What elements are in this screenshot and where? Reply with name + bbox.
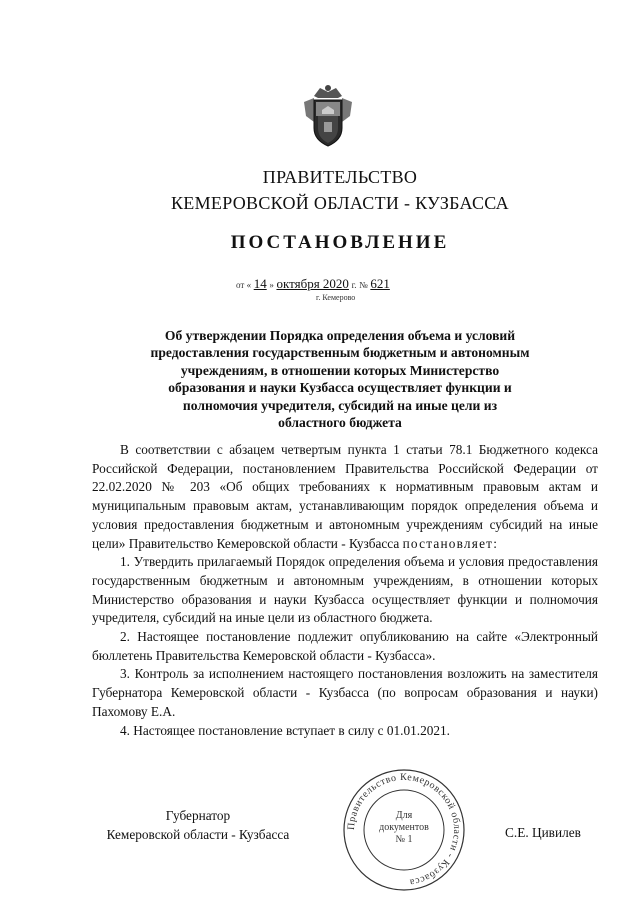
official-stamp — [340, 766, 468, 894]
date-number-line — [236, 276, 390, 292]
city-label: г. Кемерово — [316, 293, 356, 302]
item-4: 4. Настоящее постановление вступает в силу с 01.01.2021. — [120, 722, 451, 738]
government-name-line1: ПРАВИТЕЛЬСТВО — [262, 167, 418, 187]
item-1: 1. Утвердить прилагаемый Порядок определения объема и условия предоставления государственным бюджетным и автономным учреждениям, в отношении которых Министерство образования и науки Кузбасса осуществляет функции и полномочия учредителя, субсидий на иные цели из областного бюджета. — [92, 554, 598, 626]
date-month-year: октября 2020 — [276, 276, 349, 291]
document-title: Об утверждении Порядка определения объема и условий предоставления государственным бюджетным и автономным учреждениям, в отношении которых Министерство образования и науки Кузбасса осуществляет функции и полномочия учредителя, субсидий на иные цели из областного бюджета — [150, 328, 530, 431]
government-name-line2: КЕМЕРОВСКОЙ ОБЛАСТИ - КУЗБАССА — [171, 193, 509, 213]
item-3: 3. Контроль за исполнением настоящего постановления возложить на заместителя Губернатора Кемеровской области - Кузбасса (по вопросам образования и науки) Пахомову Е.А. — [92, 666, 598, 719]
date-quote-close: » — [269, 280, 274, 290]
stamp-center-line2: документов — [379, 822, 429, 833]
coat-of-arms-icon — [300, 82, 356, 150]
intro-verb: постановляет: — [402, 535, 499, 551]
item-2: 2. Настоящее постановление подлежит опубликованию на сайте «Электронный бюллетень Правительства Кемеровской области - Кузбасса». — [92, 629, 598, 663]
stamp-center-line1: Для — [395, 810, 413, 821]
signatory-name: С.Е. Цивилев — [505, 825, 581, 840]
signatory-position-line1: Губернатор — [165, 808, 231, 823]
date-day: 14 — [253, 276, 267, 291]
stamp-ring-text: Правительство Кемеровской области - Кузбасса — [345, 771, 463, 888]
intro-text: В соответствии с абзацем четвертым пункта 1 статьи 78.1 Бюджетного кодекса Российской Федерации, постановлением Правительства Российской Федерации от 22.02.2020 № 203 «Об общих требованиях к нормативным правовым актам и муниципальным правовым актам, устанавливающим порядок определения объема и условия предоставления бюджетным и автономным учреждениям субсидий на иные цели» Правительство Кемеровской области - Кузбасса — [92, 442, 598, 551]
number-label: № — [359, 280, 368, 290]
date-year-suffix: г. — [351, 280, 357, 290]
document-number: 621 — [370, 276, 390, 291]
stamp-center-line3: № 1 — [395, 834, 413, 845]
document-type-heading: ПОСТАНОВЛЕНИЕ — [230, 232, 450, 253]
intro-paragraph — [92, 441, 598, 553]
signatory-position — [90, 806, 306, 844]
signatory-position-line2: Кемеровской области - Кузбасса — [106, 827, 290, 842]
date-prefix: от « — [236, 280, 252, 290]
document-body — [92, 441, 598, 740]
